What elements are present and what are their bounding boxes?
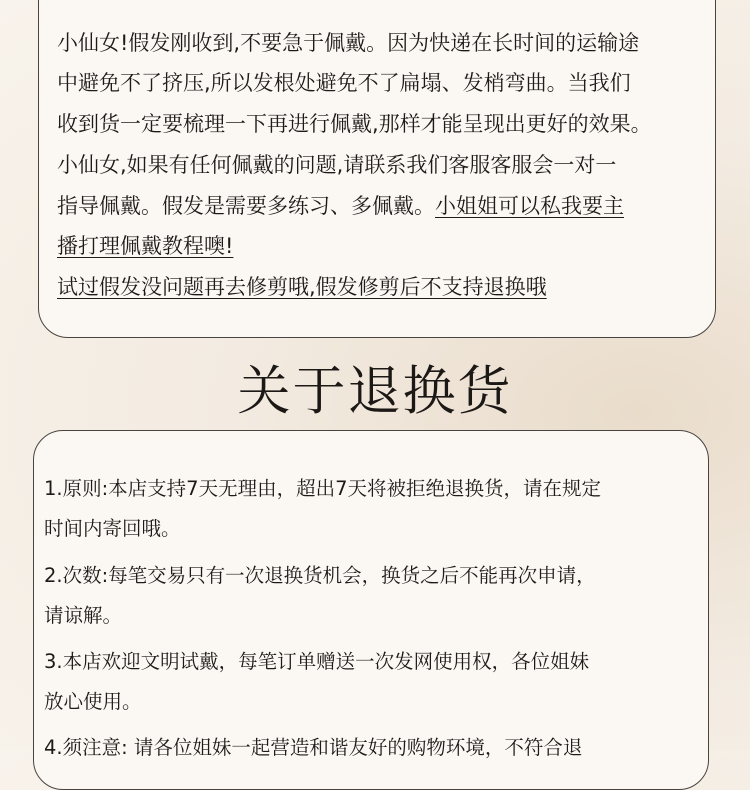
notice-line-6: 播打理佩戴教程噢! <box>57 234 234 258</box>
notice-line-7: 试过假发没问题再去修剪哦,假发修剪后不支持退换哦 <box>57 275 547 299</box>
rule-4-line-1: 4.须注意: 请各位姐妹一起营造和谐友好的购物环境，不符合退 <box>44 736 583 759</box>
notice-line-5 <box>57 191 624 221</box>
care-notice-card <box>38 0 716 338</box>
returns-policy-card <box>33 430 709 790</box>
rule-3-line-2: 放心使用。 <box>44 690 142 713</box>
notice-line-3: 收到货一定要梳理一下再进行佩戴,那样才能呈现出更好的效果。 <box>57 112 652 136</box>
rule-2-line-2: 请谅解。 <box>44 604 123 627</box>
rule-3-line-1: 3.本店欢迎文明试戴，每笔订单赠送一次发网使用权，各位姐妹 <box>44 650 590 673</box>
returns-heading: 关于退换货 <box>237 361 513 422</box>
notice-line-1: 小仙女!假发刚收到,不要急于佩戴。因为快递在长时间的运输途 <box>57 31 640 55</box>
rule-1-line-1: 1.原则:本店支持7天无理由，超出7天将被拒绝退换货，请在规定 <box>44 477 601 500</box>
rule-2-line-1: 2.次数:每笔交易只有一次退换货机会，换货之后不能再次申请， <box>44 564 596 587</box>
rule-1-line-2: 时间内寄回哦。 <box>44 517 181 540</box>
notice-line-5-underlined: 小姐姐可以私我要主 <box>435 194 624 218</box>
notice-line-2: 中避免不了挤压,所以发根处避免不了扁塌、发梢弯曲。当我们 <box>57 71 631 95</box>
notice-line-5-text: 指导佩戴。假发是需要多练习、多佩戴。 <box>57 194 435 218</box>
notice-line-4: 小仙女,如果有任何佩戴的问题,请联系我们客服客服会一对一 <box>57 153 617 177</box>
